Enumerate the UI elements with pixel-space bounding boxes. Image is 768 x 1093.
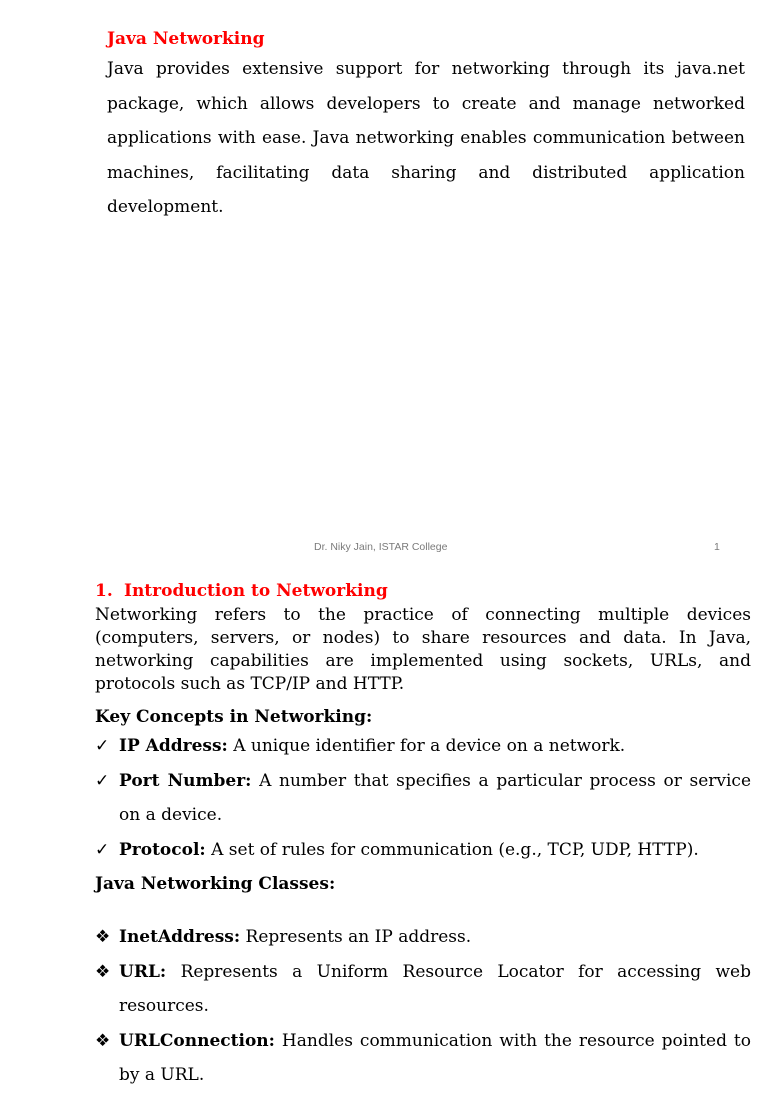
page-1-content [107, 26, 745, 225]
list-item [95, 833, 751, 868]
section-heading [95, 578, 751, 604]
section-number: 1. [95, 581, 113, 601]
list-item-text: Handles communication with the resource pointed to by a URL. [119, 1030, 751, 1085]
key-concepts-heading: Key Concepts in Networking: [95, 707, 373, 727]
diamond-bullet-icon: ❖ [95, 1030, 111, 1051]
check-mark-icon: ✓ [95, 839, 110, 860]
list-item-term: IP Address: [119, 736, 228, 756]
page-number: 1 [714, 541, 720, 553]
section-heading-text: Introduction to Networking [124, 581, 388, 601]
list-item-text: Represents an IP address. [240, 927, 472, 947]
page-footer [0, 541, 768, 557]
check-mark-icon: ✓ [95, 736, 110, 756]
footer-author: Dr. Niky Jain, ISTAR College [314, 541, 448, 553]
list-item-text: A set of rules for communication (e.g., TCP, UDP, HTTP). [205, 839, 699, 860]
list-item-term: Protocol: [119, 839, 206, 860]
list-item [95, 729, 751, 764]
page-title: Java Networking [107, 29, 265, 49]
list-item-text: A number that specifies a particular process or service on a device. [119, 770, 751, 825]
intro-paragraph: Java provides extensive support for networking through its java.net package, which allows developers to create and manage networked applications with ease. Java networking enables communication between machines, facilitating data sharing and distributed application development. [107, 59, 745, 217]
list-item [95, 920, 751, 955]
check-mark-icon: ✓ [95, 770, 110, 791]
list-item-term: URL: [119, 961, 167, 982]
list-item [95, 1024, 751, 1093]
list-item [95, 764, 751, 833]
key-concepts-list [95, 729, 751, 867]
page-2-content [95, 578, 751, 1093]
list-item-text: A unique identifier for a device on a network. [227, 736, 626, 756]
section-paragraph: Networking refers to the practice of connecting multiple devices (computers, servers, or nodes) to share resources and data. In Java, networking capabilities are implemented using sockets, URLs, and protocols such as TCP/IP and HTTP. [95, 605, 751, 694]
classes-list [95, 920, 751, 1093]
list-item-term: InetAddress: [119, 927, 241, 947]
classes-heading: Java Networking Classes: [95, 874, 336, 894]
diamond-bullet-icon: ❖ [95, 927, 111, 947]
list-item-term: Port Number: [119, 770, 252, 791]
list-item-term: URLConnection: [119, 1030, 275, 1051]
list-item [95, 955, 751, 1024]
list-item-text: Represents a Uniform Resource Locator for accessing web resources. [119, 961, 751, 1016]
diamond-bullet-icon: ❖ [95, 961, 111, 982]
